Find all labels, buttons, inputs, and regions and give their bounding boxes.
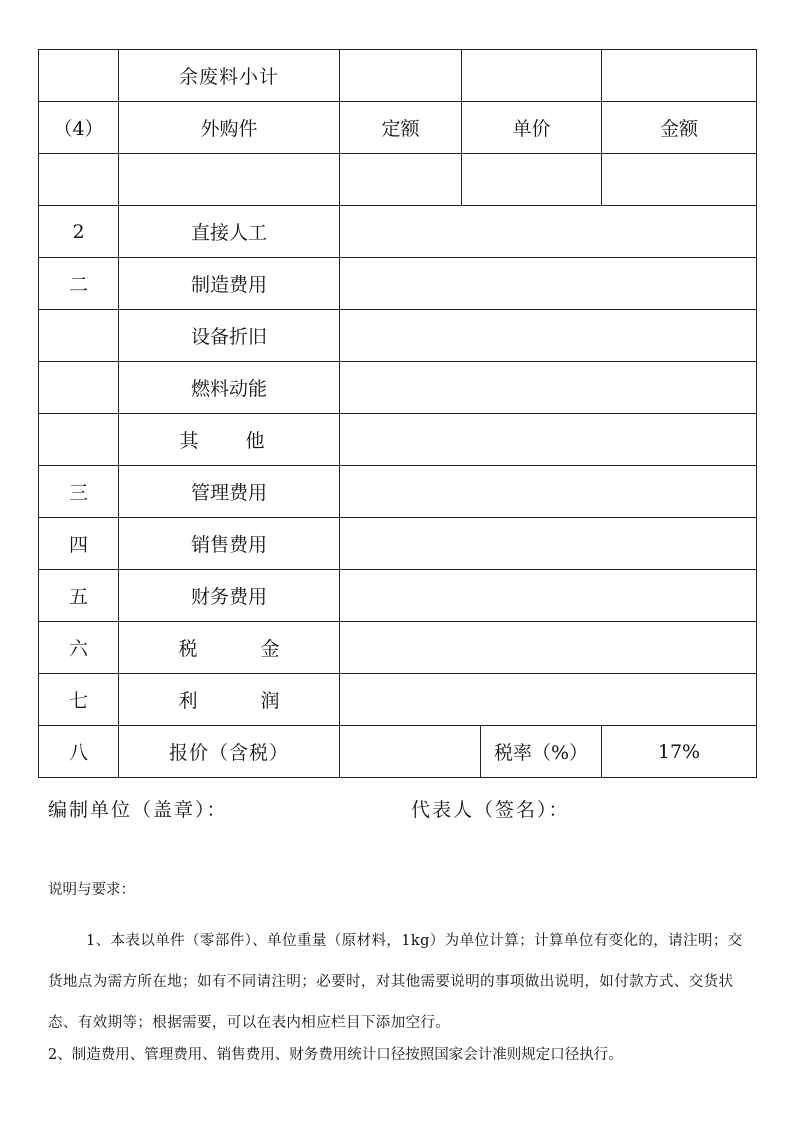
index-cell: [39, 310, 119, 362]
index-cell: 七: [39, 674, 119, 726]
item-name-cell: 管理费用: [119, 466, 340, 518]
notes-item-2: 2、制造费用、管理费用、销售费用、财务费用统计口径按照国家会计准则规定口径执行。: [48, 1047, 623, 1063]
index-cell: 六: [39, 622, 119, 674]
value-cell[interactable]: [340, 154, 462, 206]
table-row: [39, 154, 757, 206]
item-name-cell: 利 润: [119, 674, 340, 726]
tax-rate-label: 税率（%）: [481, 726, 602, 778]
index-cell: 八: [39, 726, 119, 778]
notes-item-1: 1、本表以单件（零部件）、单位重量（原材料，1kg）为单位计算；计算单位有变化的，请注明；交货地点为需方所在地；如有不同请注明；必要时，对其他需要说明的事项做出说明，如付款方式、交货状态、有效期等；根据需要，可以在表内相应栏目下添加空行。: [48, 933, 743, 1031]
item-name: 余废料小计: [178, 66, 279, 88]
column-header-quota: 定额: [340, 102, 462, 154]
item-name-cell: [119, 50, 340, 102]
item-name-cell: 销售费用: [119, 518, 340, 570]
index-cell: 2: [39, 206, 119, 258]
item-name-cell: 税 金: [119, 622, 340, 674]
table-row: [39, 570, 757, 622]
value-cell[interactable]: [340, 466, 757, 518]
index-cell: [39, 414, 119, 466]
table-row: [39, 258, 757, 310]
index-cell: 五: [39, 570, 119, 622]
value-cell[interactable]: [340, 50, 462, 102]
column-header-amount: 金额: [602, 102, 757, 154]
value-cell[interactable]: [602, 154, 757, 206]
item-name-cell: 报价（含税）: [119, 726, 340, 778]
table-row: [39, 518, 757, 570]
item-name-cell: 制造费用: [119, 258, 340, 310]
value-cell[interactable]: [602, 50, 757, 102]
table-row: [39, 50, 757, 102]
item-name-cell: 财务费用: [119, 570, 340, 622]
column-header-unit-price: 单价: [462, 102, 602, 154]
value-cell[interactable]: [340, 258, 757, 310]
value-cell[interactable]: [340, 674, 757, 726]
quotation-table: [38, 49, 757, 778]
value-cell[interactable]: [340, 206, 757, 258]
value-cell[interactable]: [462, 154, 602, 206]
table-row: [39, 102, 757, 154]
index-cell: [39, 50, 119, 102]
index-cell: （4）: [39, 102, 119, 154]
item-name-cell[interactable]: [119, 154, 340, 206]
item-name-cell: 燃料动能: [119, 362, 340, 414]
index-cell: [39, 362, 119, 414]
item-name-cell: 外购件: [119, 102, 340, 154]
notes-heading: 说明与要求：: [48, 882, 135, 898]
value-cell[interactable]: [340, 362, 757, 414]
value-cell[interactable]: [340, 414, 757, 466]
tax-rate-value: 17%: [602, 726, 757, 778]
quote-value-cell[interactable]: [340, 726, 481, 778]
value-cell[interactable]: [340, 518, 757, 570]
table-row: [39, 622, 757, 674]
table-row: [39, 362, 757, 414]
index-cell: 四: [39, 518, 119, 570]
index-cell: 三: [39, 466, 119, 518]
table-row: [39, 726, 757, 778]
table-row: [39, 674, 757, 726]
value-cell[interactable]: [340, 570, 757, 622]
value-cell[interactable]: [462, 50, 602, 102]
item-name-cell: 设备折旧: [119, 310, 340, 362]
value-cell[interactable]: [340, 622, 757, 674]
preparer-unit-seal: 编制单位（盖章）：: [48, 799, 228, 821]
index-cell: 二: [39, 258, 119, 310]
table-row: [39, 310, 757, 362]
value-cell[interactable]: [340, 310, 757, 362]
index-cell: [39, 154, 119, 206]
table-row: [39, 414, 757, 466]
item-name-cell: 其 他: [119, 414, 340, 466]
table-row: [39, 206, 757, 258]
representative-signature: 代表人（签名）：: [411, 799, 570, 821]
item-name-cell: 直接人工: [119, 206, 340, 258]
table-row: [39, 466, 757, 518]
